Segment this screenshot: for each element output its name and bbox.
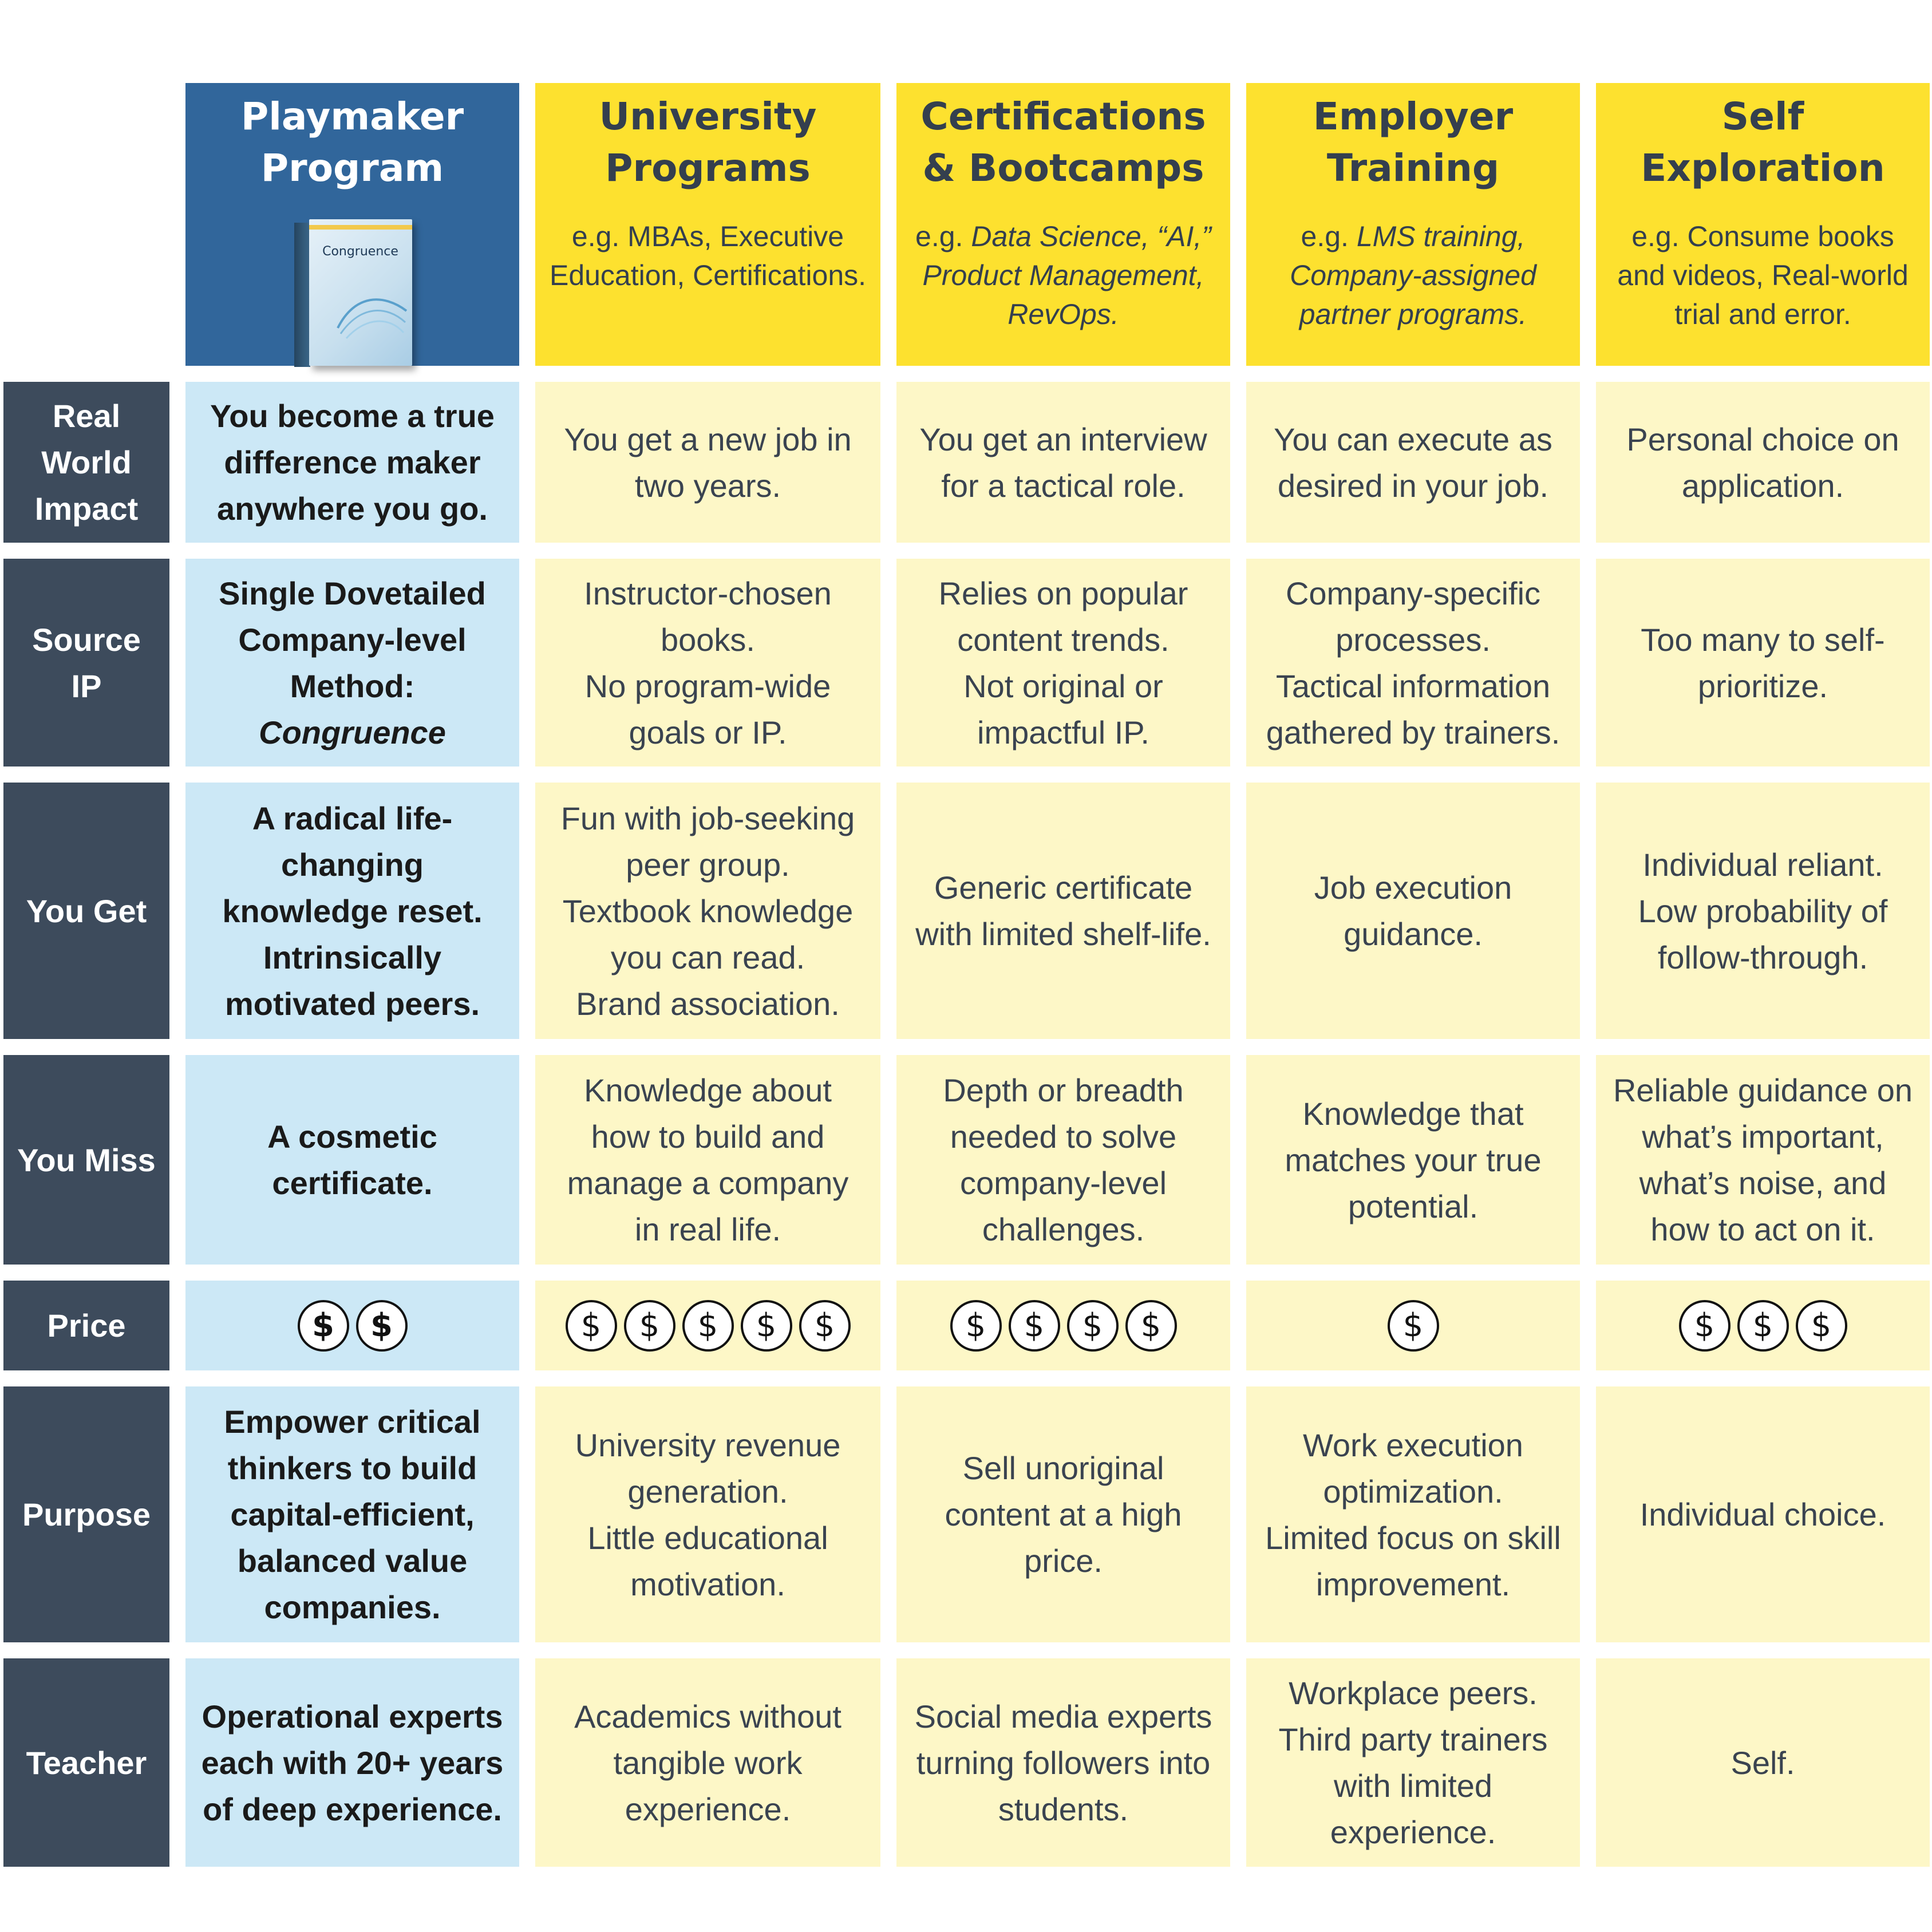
column-title-line: & Bootcamps — [922, 146, 1204, 190]
cell-line: processes. — [1336, 621, 1491, 658]
cell-playmaker-impact — [185, 382, 519, 543]
column-title-line: Employer — [1313, 94, 1514, 139]
cell-line: Textbook knowledge — [562, 892, 854, 929]
cell-playmaker-source-ip — [185, 559, 519, 767]
cell-line: Reliable guidance on — [1613, 1072, 1913, 1108]
cell-self-you-miss — [1596, 1055, 1930, 1265]
cell-line: Individual choice. — [1639, 1496, 1886, 1532]
cell-self-teacher — [1596, 1658, 1930, 1867]
dollar-coin-icon: $ — [298, 1300, 349, 1352]
row-label-line: Price — [47, 1307, 126, 1344]
book-cover — [309, 219, 412, 366]
price-indicator — [950, 1300, 1177, 1352]
cell-line: prioritize. — [1697, 667, 1828, 704]
cell-line: what’s noise, and — [1639, 1165, 1887, 1201]
cell-line: Too many to self- — [1641, 621, 1885, 658]
cell-line: Single Dovetailed — [219, 575, 486, 611]
cell-line: You get a new job in — [564, 421, 852, 457]
cell-line: gathered by trainers. — [1266, 714, 1560, 750]
cell-line: how to act on it. — [1650, 1211, 1875, 1247]
cell-line: two years. — [634, 467, 781, 504]
dollar-coin-icon: $ — [1796, 1300, 1847, 1352]
dollar-coin-icon: $ — [1067, 1300, 1119, 1352]
column-subtitle-prefix: e.g. — [1301, 220, 1357, 252]
cell-line: certificate. — [272, 1165, 433, 1201]
dollar-coin-icon: $ — [356, 1300, 408, 1352]
cell-line: changing — [281, 846, 424, 883]
cell-employer-you-miss — [1246, 1055, 1580, 1265]
dollar-coin-icon: $ — [1679, 1300, 1730, 1352]
column-title-line: University — [599, 94, 817, 139]
cell-line: University revenue — [575, 1427, 841, 1463]
cell-line: Brand association. — [576, 985, 840, 1022]
cell-university-you-miss — [535, 1055, 880, 1265]
column-subtitle — [915, 217, 1211, 334]
cell-line: potential. — [1348, 1188, 1479, 1224]
dollar-coin-icon: $ — [741, 1300, 792, 1352]
row-label-line: Real — [52, 398, 121, 434]
cell-line: Relies on popular — [938, 575, 1188, 611]
cell-playmaker-purpose — [185, 1386, 519, 1642]
cell-playmaker-you-miss — [185, 1055, 519, 1265]
row-label-line: World — [41, 444, 132, 480]
cell-line: motivated peers. — [224, 985, 480, 1022]
cell-line: Knowledge about — [584, 1072, 832, 1108]
cell-line: Social media experts — [914, 1698, 1212, 1735]
cell-self-you-get — [1596, 783, 1930, 1039]
dollar-coin-icon: $ — [1009, 1300, 1060, 1352]
book-cover-title: Congruence — [322, 244, 398, 259]
column-title-line: Program — [260, 146, 444, 190]
column-subtitle-line: RevOps. — [1008, 298, 1119, 330]
cell-self-purpose — [1596, 1386, 1930, 1642]
column-title — [920, 91, 1206, 194]
cell-line: Job execution — [1314, 870, 1512, 906]
cell-employer-teacher — [1246, 1658, 1580, 1867]
column-subtitle-line: and videos, Real-world — [1617, 259, 1909, 291]
column-subtitle-line: LMS training, — [1356, 220, 1526, 252]
header-self-exploration — [1596, 83, 1930, 366]
cell-line: Company-specific — [1285, 575, 1541, 611]
cell-line: A cosmetic — [267, 1119, 437, 1155]
cell-line: peer group. — [626, 846, 790, 883]
cell-line: challenges. — [982, 1211, 1145, 1247]
cell-line: of deep experience. — [203, 1791, 502, 1827]
column-title-line: Exploration — [1641, 146, 1885, 190]
cell-line: manage a company — [567, 1165, 849, 1201]
cell-line: Individual reliant. — [1642, 846, 1883, 883]
cell-line: with limited shelf-life. — [915, 916, 1211, 952]
cell-line: You become a true — [210, 398, 495, 434]
column-subtitle-line: e.g. Consume books — [1631, 220, 1894, 252]
cell-self-source-ip — [1596, 559, 1930, 767]
congruence-book-image — [290, 219, 416, 366]
cell-line: for a tactical role. — [941, 467, 1186, 504]
cell-line: experience. — [1330, 1814, 1496, 1850]
cell-line: you can read. — [610, 939, 805, 975]
cell-line: difference maker — [224, 444, 481, 480]
cell-line: needed to solve — [950, 1119, 1177, 1155]
cell-employer-purpose — [1246, 1386, 1580, 1642]
cell-playmaker-price — [185, 1281, 519, 1370]
column-title-line: Training — [1326, 146, 1500, 190]
row-label-you-get — [3, 783, 169, 1039]
cell-line: Depth or breadth — [943, 1072, 1184, 1108]
dollar-coin-icon: $ — [1737, 1300, 1789, 1352]
dollar-coin-icon: $ — [566, 1300, 617, 1352]
column-subtitle-line: Education, Certifications. — [549, 259, 867, 291]
cell-certifications-purpose — [896, 1386, 1230, 1642]
cell-line: in real life. — [634, 1211, 781, 1247]
cell-line: matches your true — [1285, 1141, 1542, 1178]
cell-line: Not original or — [963, 667, 1163, 704]
cell-line: thinkers to build — [227, 1450, 477, 1486]
cell-line: turning followers into — [916, 1744, 1211, 1781]
cell-self-impact — [1596, 382, 1930, 543]
cell-line: Little educational — [587, 1519, 828, 1556]
cell-line: motivation. — [630, 1566, 785, 1602]
row-label-source-ip — [3, 559, 169, 767]
column-subtitle-line: Data Science, “AI,” — [971, 220, 1211, 252]
cell-employer-impact — [1246, 382, 1580, 543]
cell-university-price — [535, 1281, 880, 1370]
row-label-line: You Miss — [17, 1141, 156, 1178]
row-label-line: You Get — [26, 892, 147, 929]
cell-line: tangible work — [613, 1744, 803, 1781]
cell-line: Method: — [290, 667, 415, 704]
cell-certifications-you-get — [896, 783, 1230, 1039]
cell-line: Fun with job-seeking — [560, 800, 855, 836]
table-corner — [3, 83, 169, 366]
cell-line: Limited focus on skill — [1265, 1519, 1561, 1556]
cell-certifications-impact — [896, 382, 1230, 543]
cell-line: students. — [998, 1791, 1129, 1827]
cell-university-source-ip — [535, 559, 880, 767]
cell-line: Sell unoriginal — [962, 1450, 1164, 1486]
cell-line: improvement. — [1315, 1566, 1511, 1602]
column-title — [599, 91, 816, 194]
cell-line: optimization. — [1323, 1473, 1503, 1510]
dollar-coin-icon: $ — [1388, 1300, 1439, 1352]
price-indicator — [298, 1300, 408, 1352]
cell-line: what’s important, — [1642, 1119, 1884, 1155]
cell-line: application. — [1681, 467, 1844, 504]
column-title — [1641, 91, 1884, 194]
column-subtitle-line: trial and error. — [1674, 298, 1851, 330]
row-label-you-miss — [3, 1055, 169, 1265]
cell-line: anywhere you go. — [217, 491, 488, 527]
row-label-line: Teacher — [26, 1744, 147, 1781]
cell-line: Third party trainers — [1278, 1721, 1548, 1757]
cell-line: capital-efficient, — [230, 1496, 475, 1532]
column-subtitle — [550, 217, 866, 295]
cell-employer-source-ip — [1246, 559, 1580, 767]
header-certifications-bootcamps — [896, 83, 1230, 366]
row-label-purpose — [3, 1386, 169, 1642]
row-label-line: Purpose — [22, 1496, 151, 1532]
cell-line: Company-level — [238, 621, 467, 658]
dollar-coin-icon: $ — [1125, 1300, 1177, 1352]
row-label-teacher — [3, 1658, 169, 1867]
header-university-programs — [535, 83, 880, 366]
cell-line: Instructor-chosen — [584, 575, 832, 611]
price-indicator — [1388, 1300, 1439, 1352]
cell-line: Intrinsically — [263, 939, 442, 975]
cell-playmaker-teacher — [185, 1658, 519, 1867]
column-title-line: Self — [1721, 94, 1804, 139]
cell-line: Workplace peers. — [1289, 1675, 1538, 1711]
dollar-coin-icon: $ — [624, 1300, 675, 1352]
column-subtitle-line: e.g. MBAs, Executive — [571, 220, 844, 252]
column-subtitle-line: partner programs. — [1299, 298, 1527, 330]
column-subtitle — [1290, 217, 1536, 334]
dollar-coin-icon: $ — [950, 1300, 1002, 1352]
cell-line: with limited — [1334, 1768, 1492, 1804]
cell-line: how to build and — [591, 1119, 825, 1155]
cell-line: each with 20+ years — [201, 1744, 504, 1781]
column-title-line: Programs — [605, 146, 811, 190]
cell-line: knowledge reset. — [222, 892, 483, 929]
row-label-price — [3, 1281, 169, 1370]
cell-line: content trends. — [957, 621, 1170, 658]
cell-line: company-level — [959, 1165, 1167, 1201]
cell-line: Generic certificate — [934, 870, 1193, 906]
book-cover-band — [309, 225, 412, 230]
row-label-line: IP — [71, 667, 102, 704]
dollar-coin-icon: $ — [682, 1300, 734, 1352]
row-label-real-world-impact — [3, 382, 169, 543]
price-indicator — [566, 1300, 851, 1352]
cell-certifications-source-ip — [896, 559, 1230, 767]
cell-line: Congruence — [259, 714, 446, 750]
cell-line: No program-wide — [584, 667, 831, 704]
header-employer-training — [1246, 83, 1580, 366]
cell-line: Self. — [1730, 1744, 1795, 1781]
cell-line: Operational experts — [202, 1698, 503, 1735]
book-swirl-graphic — [332, 282, 412, 345]
cell-line: experience. — [625, 1791, 791, 1827]
cell-playmaker-you-get — [185, 783, 519, 1039]
column-subtitle-line: Company-assigned — [1290, 259, 1536, 291]
cell-line: Knowledge that — [1302, 1095, 1524, 1132]
cell-university-teacher — [535, 1658, 880, 1867]
cell-certifications-you-miss — [896, 1055, 1230, 1265]
cell-university-you-get — [535, 783, 880, 1039]
dollar-coin-icon: $ — [799, 1300, 851, 1352]
cell-university-impact — [535, 382, 880, 543]
cell-line: content at a high — [945, 1496, 1182, 1532]
cell-line: Empower critical — [224, 1404, 481, 1440]
column-subtitle — [1617, 217, 1909, 334]
cell-line: A radical life- — [252, 800, 453, 836]
column-title — [1313, 91, 1513, 194]
cell-line: impactful IP. — [977, 714, 1149, 750]
column-subtitle-line: Product Management, — [922, 259, 1204, 291]
cell-line: Work execution — [1303, 1427, 1523, 1463]
cell-line: Academics without — [574, 1698, 841, 1735]
row-label-line: Impact — [34, 491, 139, 527]
cell-self-price — [1596, 1281, 1930, 1370]
cell-line: You can execute as — [1274, 421, 1552, 457]
book-spine — [294, 223, 310, 367]
cell-line: Personal choice on — [1626, 421, 1899, 457]
cell-line: generation. — [627, 1473, 788, 1510]
cell-university-purpose — [535, 1386, 880, 1642]
cell-line: follow-through. — [1657, 939, 1868, 975]
cell-employer-you-get — [1246, 783, 1580, 1039]
cell-line: Tactical information — [1275, 667, 1551, 704]
cell-line: balanced value — [237, 1543, 468, 1579]
cell-line: You get an interview — [919, 421, 1207, 457]
cell-line: desired in your job. — [1277, 467, 1549, 504]
column-title-line: Playmaker — [240, 94, 464, 139]
cell-certifications-teacher — [896, 1658, 1230, 1867]
row-label-line: Source — [32, 621, 141, 658]
column-subtitle-prefix: e.g. — [915, 220, 971, 252]
cell-line: goals or IP. — [629, 714, 787, 750]
cell-line: Low probability of — [1638, 892, 1888, 929]
header-playmaker-program — [185, 83, 519, 366]
price-indicator — [1679, 1300, 1847, 1352]
cell-line: price. — [1024, 1543, 1103, 1579]
column-title-line: Certifications — [920, 94, 1206, 139]
cell-certifications-price — [896, 1281, 1230, 1370]
cell-line: guidance. — [1344, 916, 1483, 952]
cell-line: books. — [661, 621, 755, 658]
comparison-table — [3, 83, 1930, 1867]
cell-line: companies. — [264, 1589, 441, 1625]
column-title — [241, 91, 464, 194]
cell-employer-price — [1246, 1281, 1580, 1370]
